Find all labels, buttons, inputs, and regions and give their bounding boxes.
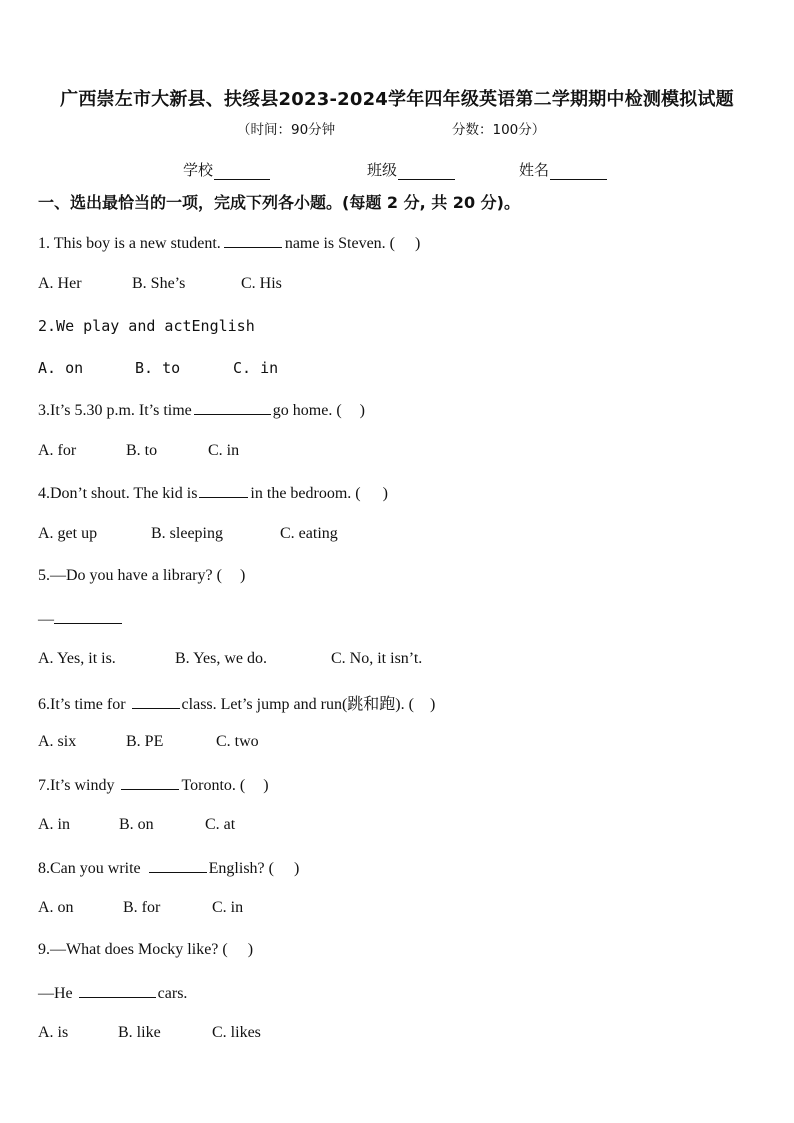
option-c[interactable]: C. in	[208, 442, 240, 459]
question-9: 9.—What does Mocky like? ( )	[38, 941, 254, 958]
option-a[interactable]: A. is	[38, 1024, 69, 1041]
answer-blank[interactable]	[224, 233, 282, 248]
name-blank[interactable]	[550, 163, 607, 180]
option-a[interactable]: A. in	[38, 816, 70, 833]
answer-blank[interactable]	[132, 694, 180, 709]
name-label: 姓名	[519, 161, 550, 179]
option-a[interactable]: A. get up	[38, 525, 98, 542]
school-field[interactable]	[183, 159, 270, 180]
option-c[interactable]: C. in	[212, 899, 244, 916]
option-c[interactable]: C. eating	[280, 525, 338, 542]
question-8: 8.Can you write English? ( )	[38, 860, 300, 877]
option-c[interactable]: C. in	[233, 359, 279, 377]
answer-blank[interactable]	[199, 483, 248, 498]
class-blank[interactable]	[398, 163, 455, 180]
exam-score: 分数：100分）	[452, 122, 546, 138]
option-b[interactable]: B. for	[123, 899, 161, 916]
section-heading: 一、选出最恰当的一项，完成下列各小题。(每题 2 分, 共 20 分)。	[38, 193, 520, 212]
option-b[interactable]: B. like	[118, 1024, 161, 1041]
options-3	[38, 442, 239, 460]
question-7: 7.It’s windy Toronto. ( )	[38, 777, 269, 794]
exam-time: （时间：90分钟	[237, 122, 336, 138]
options-1	[38, 275, 282, 293]
option-b[interactable]: B. to	[126, 442, 158, 459]
school-blank[interactable]	[214, 163, 270, 180]
option-c[interactable]: C. two	[216, 733, 259, 750]
question-4: 4.Don’t shout. The kid is in the bedroom. ( )	[38, 485, 388, 502]
option-b[interactable]: B. PE	[126, 733, 164, 750]
option-a[interactable]: A. for	[38, 442, 77, 459]
options-7	[38, 816, 235, 834]
exam-title: 广西崇左市大新县、扶绥县2023-2024学年四年级英语第二学期期中检测模拟试题	[60, 89, 734, 110]
answer-line-5: —	[38, 609, 122, 629]
option-c[interactable]: C. at	[205, 816, 236, 833]
name-field[interactable]	[519, 159, 607, 180]
option-a[interactable]: A. on	[38, 359, 84, 377]
class-field[interactable]	[367, 159, 455, 180]
question-6: 6.It’s time for class. Let’s jump and run(跳和跑). ( )	[38, 696, 436, 713]
answer-line-9: —He cars.	[38, 985, 188, 1002]
option-c[interactable]: C. likes	[212, 1024, 261, 1041]
option-a[interactable]: A. on	[38, 899, 74, 916]
option-c[interactable]: C. No, it isn’t.	[331, 650, 423, 667]
question-3: 3.It’s 5.30 p.m. It’s time go home. ( )	[38, 402, 365, 419]
answer-blank[interactable]	[194, 400, 271, 415]
question-1: 1. This boy is a new student. name is Steven. ( )	[38, 235, 421, 252]
answer-blank[interactable]	[79, 983, 156, 998]
class-label: 班级	[367, 161, 398, 179]
question-5: 5.—Do you have a library? ( )	[38, 567, 246, 584]
answer-blank[interactable]	[54, 609, 122, 624]
options-4	[38, 525, 338, 543]
option-b[interactable]: B. to	[135, 359, 181, 377]
options-8	[38, 899, 243, 917]
option-b[interactable]: B. Yes, we do.	[175, 650, 268, 667]
option-b[interactable]: B. She’s	[132, 275, 186, 292]
option-b[interactable]: B. on	[119, 816, 154, 833]
school-label: 学校	[183, 161, 214, 179]
options-6	[38, 733, 259, 751]
options-2	[38, 359, 278, 377]
option-a[interactable]: A. six	[38, 733, 77, 750]
options-5	[38, 650, 422, 668]
option-a[interactable]: A. Her	[38, 275, 82, 292]
answer-blank[interactable]	[121, 775, 179, 790]
option-a[interactable]: A. Yes, it is.	[38, 650, 116, 667]
options-9	[38, 1024, 261, 1042]
option-b[interactable]: B. sleeping	[151, 525, 223, 542]
answer-blank[interactable]	[149, 858, 207, 873]
question-2: 2.We play and actEnglish	[38, 317, 255, 335]
option-c[interactable]: C. His	[241, 275, 282, 292]
